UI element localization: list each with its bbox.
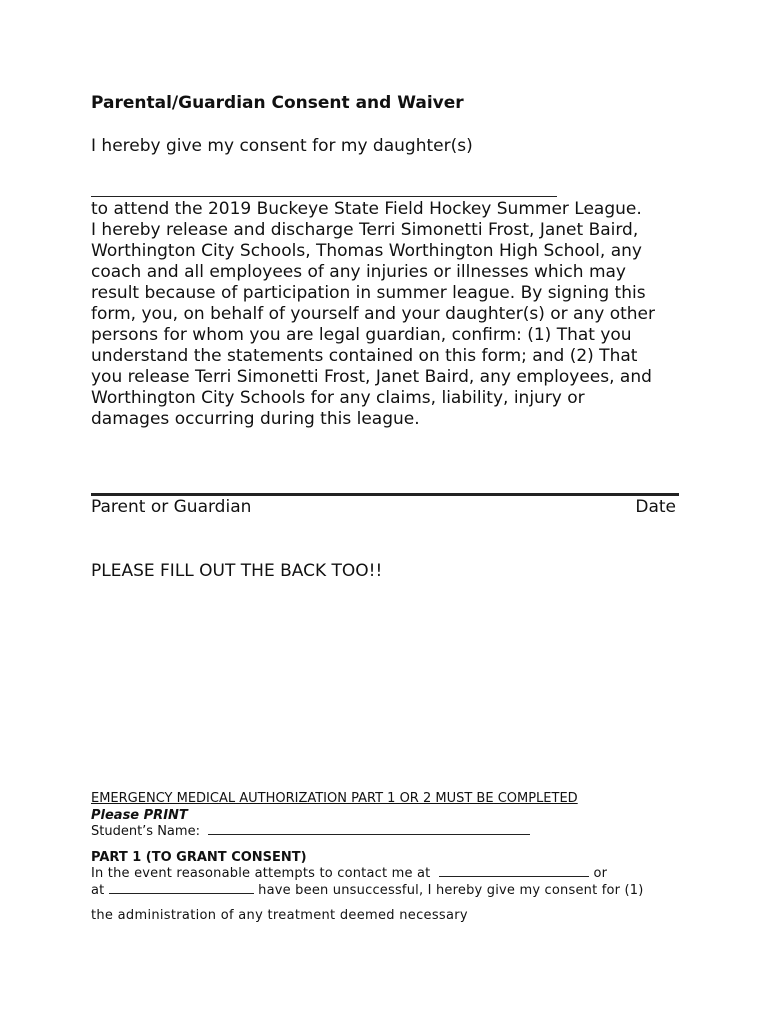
waiver-line: understand the statements contained on this form; and (2) That — [91, 346, 638, 366]
part1-line-1-or: or — [593, 866, 608, 881]
part1-line-2-at: at — [91, 883, 105, 898]
signature-line[interactable] — [91, 493, 679, 496]
date-label: Date — [635, 497, 676, 517]
waiver-line: persons for whom you are legal guardian, confirm: (1) That you — [91, 325, 632, 345]
contact-phone-blank-2[interactable] — [109, 883, 254, 894]
waiver-line: Worthington City Schools, Thomas Worthington High School, any — [91, 241, 642, 261]
waiver-line: form, you, on behalf of yourself and your daughter(s) or any other — [91, 304, 656, 324]
student-name-row — [91, 824, 530, 839]
waiver-line: coach and all employees of any injuries or illnesses which may — [91, 262, 626, 282]
print-note: Please PRINT — [91, 808, 188, 823]
fill-back-note: PLEASE FILL OUT THE BACK TOO!! — [91, 561, 383, 581]
parent-guardian-label: Parent or Guardian — [91, 497, 252, 517]
student-name-blank[interactable] — [208, 824, 530, 835]
waiver-line: I hereby release and discharge Terri Simonetti Frost, Janet Baird, — [91, 220, 639, 240]
part1-line-1-text: In the event reasonable attempts to contact me at — [91, 866, 431, 881]
part1-line-1 — [91, 866, 607, 881]
waiver-line: damages occurring during this league. — [91, 409, 420, 429]
emergency-heading: EMERGENCY MEDICAL AUTHORIZATION PART 1 OR 2 MUST BE COMPLETED — [91, 791, 578, 806]
waiver-line: you release Terri Simonetti Frost, Janet Baird, any employees, and — [91, 367, 652, 387]
form-title: Parental/Guardian Consent and Waiver — [91, 93, 464, 113]
daughter-name-blank[interactable] — [91, 196, 557, 197]
waiver-body — [91, 199, 691, 430]
waiver-line: Worthington City Schools for any claims, liability, injury or — [91, 388, 585, 408]
waiver-line: to attend the 2019 Buckeye State Field Hockey Summer League. — [91, 199, 642, 219]
part1-line-3: the administration of any treatment deemed necessary — [91, 908, 468, 923]
part1-line-2 — [91, 883, 644, 898]
student-name-label: Student’s Name: — [91, 824, 200, 839]
part1-line-2-text: have been unsuccessful, I hereby give my consent for (1) — [258, 883, 644, 898]
consent-intro-text: I hereby give my consent for my daughter(s) — [91, 136, 473, 156]
part1-heading: PART 1 (TO GRANT CONSENT) — [91, 850, 307, 865]
waiver-line: result because of participation in summer league. By signing this — [91, 283, 646, 303]
contact-phone-blank-1[interactable] — [439, 866, 589, 877]
